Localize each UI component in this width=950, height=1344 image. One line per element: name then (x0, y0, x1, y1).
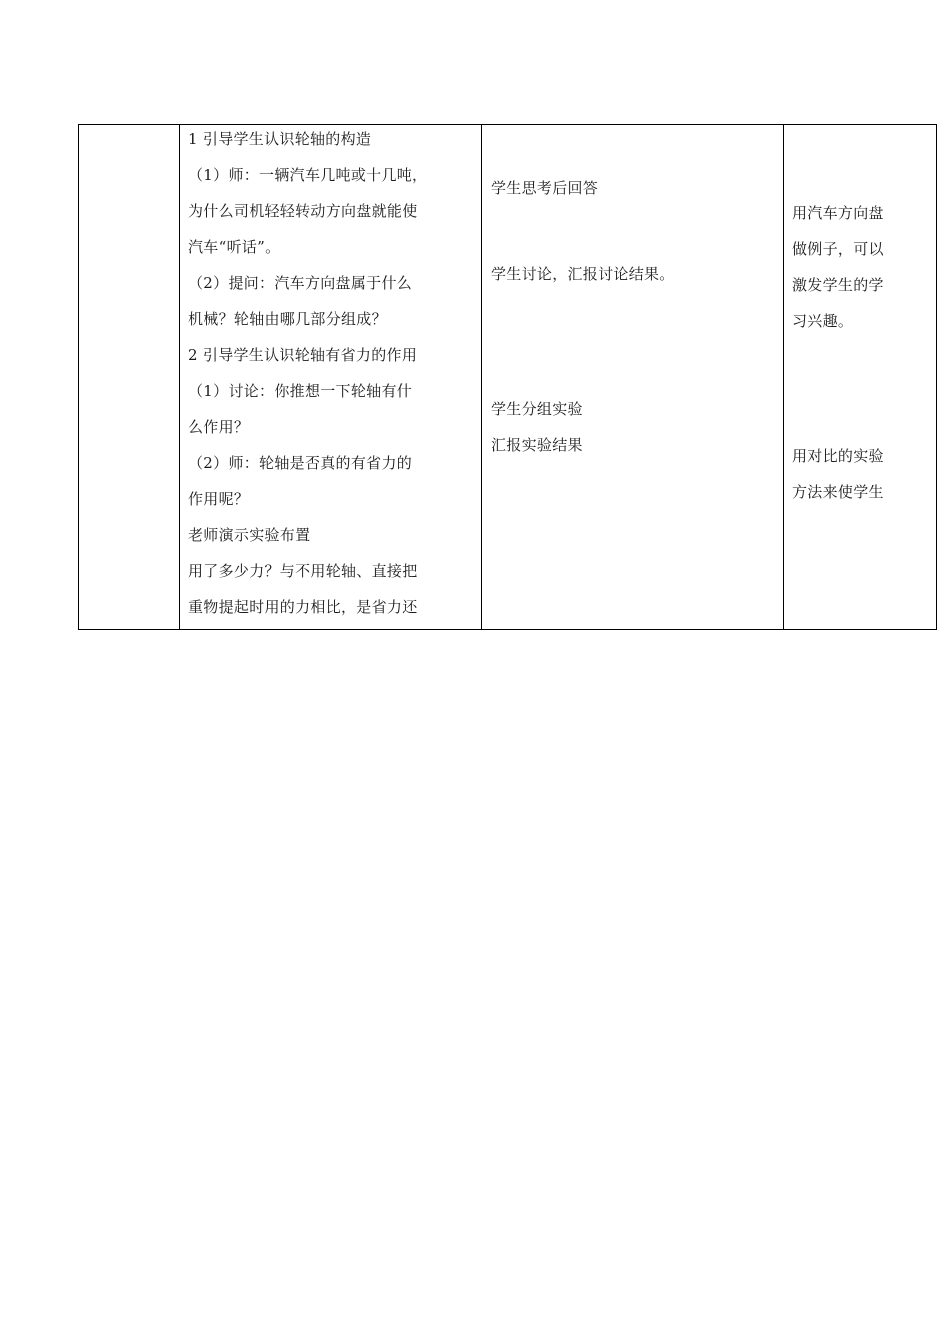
intent-line: 用汽车方向盘 (792, 204, 884, 222)
teacher-line: 机械？轮轴由哪几部分组成？ (188, 310, 387, 328)
teacher-line: 么作用？ (188, 418, 250, 436)
teacher-activity-cell (180, 125, 482, 630)
teacher-line: 重物提起时用的力相比，是省力还 (188, 598, 418, 616)
student-line: 汇报实验结果 (491, 436, 583, 454)
teacher-line: 汽车“听话”。 (188, 238, 281, 256)
intent-line: 做例子，可以 (792, 240, 884, 258)
teacher-line: 为什么司机轻轻转动方向盘就能使 (188, 202, 418, 220)
teacher-line: 1 引导学生认识轮轴的构造 (188, 130, 372, 148)
intent-line: 激发学生的学 (792, 276, 884, 294)
lesson-plan-table (78, 124, 937, 630)
teacher-line: （2）师：轮轴是否真的有省力的 (188, 454, 413, 472)
student-line: 学生讨论，汇报讨论结果。 (491, 265, 675, 283)
teacher-line: 老师演示实验布置 (188, 526, 311, 544)
teacher-line: （1）讨论：你推想一下轮轴有什 (188, 382, 413, 400)
teacher-line: （2）提问：汽车方向盘属于什么 (188, 274, 413, 292)
stage-cell (79, 125, 180, 630)
intent-line: 习兴趣。 (792, 312, 854, 330)
design-intent-content (784, 125, 936, 629)
design-intent-cell (784, 125, 937, 630)
student-activity-content (482, 125, 783, 629)
student-line: 学生分组实验 (491, 400, 583, 418)
teacher-line: 作用呢？ (188, 490, 250, 508)
stage-cell-content (79, 125, 179, 629)
teacher-line: 用了多少力？与不用轮轴、直接把 (188, 562, 418, 580)
intent-line: 方法来使学生 (792, 483, 884, 501)
student-activity-cell (482, 125, 784, 630)
student-line: 学生思考后回答 (491, 179, 599, 197)
teacher-activity-content (180, 125, 481, 629)
teacher-line: （1）师：一辆汽车几吨或十几吨， (188, 166, 428, 184)
table-row (79, 125, 937, 630)
intent-line: 用对比的实验 (792, 447, 884, 465)
teacher-line: 2 引导学生认识轮轴有省力的作用 (188, 346, 418, 364)
